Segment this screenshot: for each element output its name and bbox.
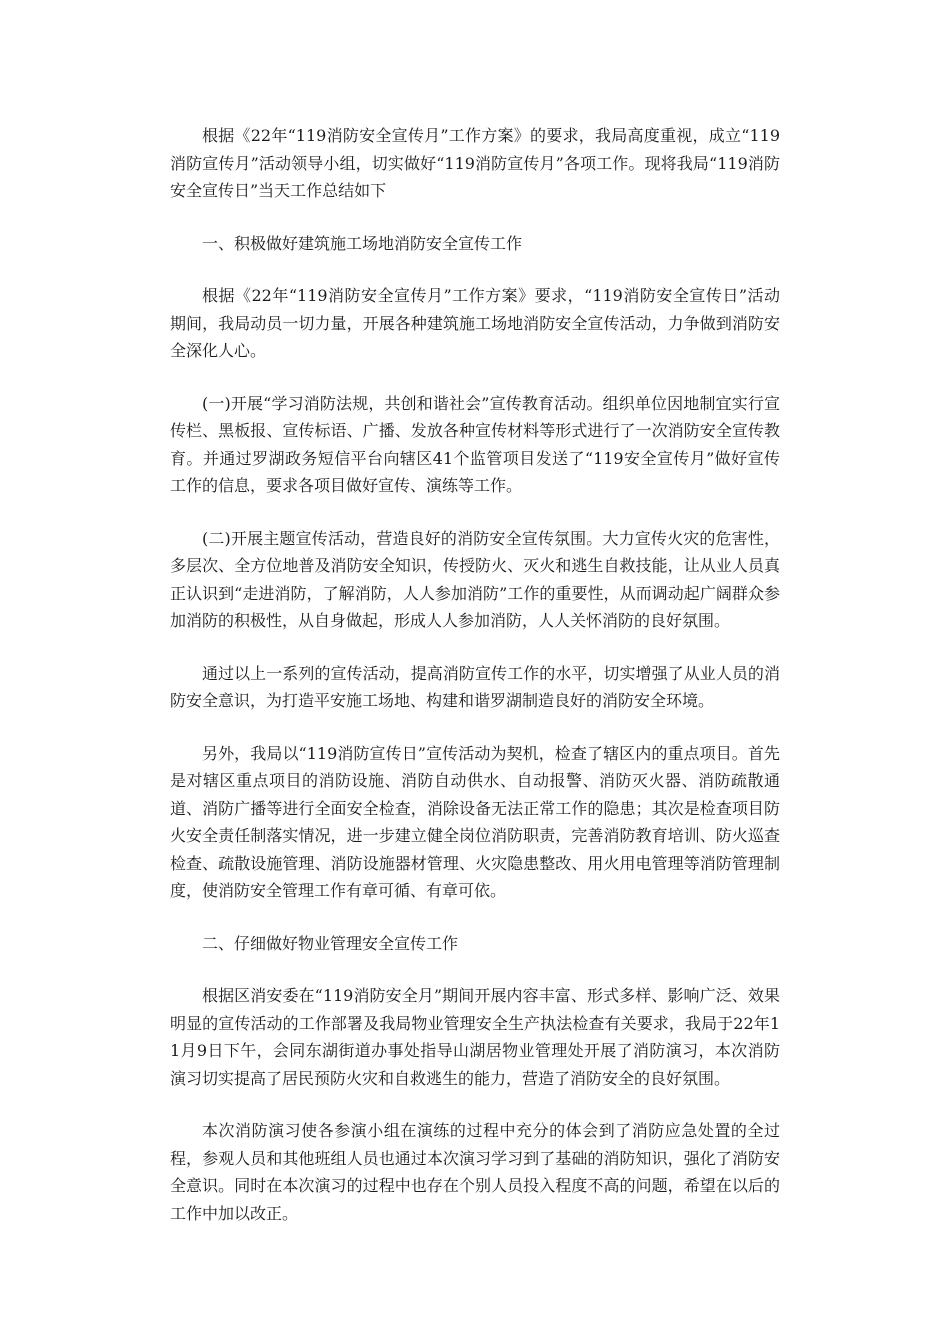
body-paragraph: 另外，我局以“119消防宣传日”宣传活动为契机，检查了辖区内的重点项目。首先是对辖区重点项目的消防设施、消防自动供水、自动报警、消防灭火器、消防疏散通道、消防广播等进行全面安全检查，消除设备无法正常工作的隐患；其次是检查项目防火安全责任制落实情况，进一步建立健全岗位消防职责，完善消防教育培训、防火巡查检查、疏散设施管理、消防设施器材管理、火灾隐患整改、用火用电管理等消防管理制度，使消防安全管理工作有章可循、有章可依。 xyxy=(170,743,780,900)
intro-paragraph: 根据《22年“119消防安全宣传月”工作方案》的要求，我局高度重视，成立“119消防宣传月”活动领导小组，切实做好“119消防宣传月”各项工作。现将我局“119消防安全宣传日”当天工作总结如下 xyxy=(170,126,780,200)
section-heading-1: 一、积极做好建筑施工场地消防安全宣传工作 xyxy=(202,233,523,253)
document-body xyxy=(170,122,780,1252)
body-paragraph: (一)开展“学习消防法规，共创和谐社会”宣传教育活动。组织单位因地制宜实行宣传栏、黑板报、宣传标语、广播、发放各种宣传材料等形式进行了一次消防安全宣传教育。并通过罗湖政务短信平台向辖区41个监管项目发送了“119安全宣传月”做好宣传工作的信息，要求各项目做好宣传、演练等工作。 xyxy=(170,393,780,495)
body-paragraph: (二)开展主题宣传活动，营造良好的消防安全宣传氛围。大力宣传火灾的危害性，多层次、全方位地普及消防安全知识，传授防火、灭火和逃生自救技能，让从业人员真正认识到“走进消防，了解消防，人人参加消防”工作的重要性，从而调动起广阔群众参加消防的积极性，从自身做起，形成人人参加消防，人人关怀消防的良好氛围。 xyxy=(170,528,780,630)
body-paragraph: 本次消防演习使各参演小组在演练的过程中充分的体会到了消防应急处置的全过程，参观人员和其他班组人员也通过本次演习学习到了基础的消防知识，强化了消防安全意识。同时在本次演习的过程中也存在个别人员投入程度不高的问题，希望在以后的工作中加以改正。 xyxy=(170,1121,780,1223)
section-heading-2: 二、仔细做好物业管理安全宣传工作 xyxy=(202,933,459,953)
body-paragraph: 通过以上一系列的宣传活动，提高消防宣传工作的水平，切实增强了从业人员的消防安全意识，为打造平安施工场地、构建和谐罗湖制造良好的消防安全环境。 xyxy=(170,663,780,710)
body-paragraph: 根据区消安委在“119消防安全月”期间开展内容丰富、形式多样、影响广泛、效果明显的宣传活动的工作部署及我局物业管理安全生产执法检查有关要求，我局于22年11月9日下午，会同东湖街道办事处指导山湖居物业管理处开展了消防演习，本次消防演习切实提高了居民预防火灾和自救逃生的能力，营造了消防安全的良好氛围。 xyxy=(170,986,780,1088)
body-paragraph: 根据《22年“119消防安全宣传月”工作方案》要求，“119消防安全宣传日”活动期间，我局动员一切力量，开展各种建筑施工场地消防安全宣传活动，力争做到消防安全深化人心。 xyxy=(170,286,780,360)
